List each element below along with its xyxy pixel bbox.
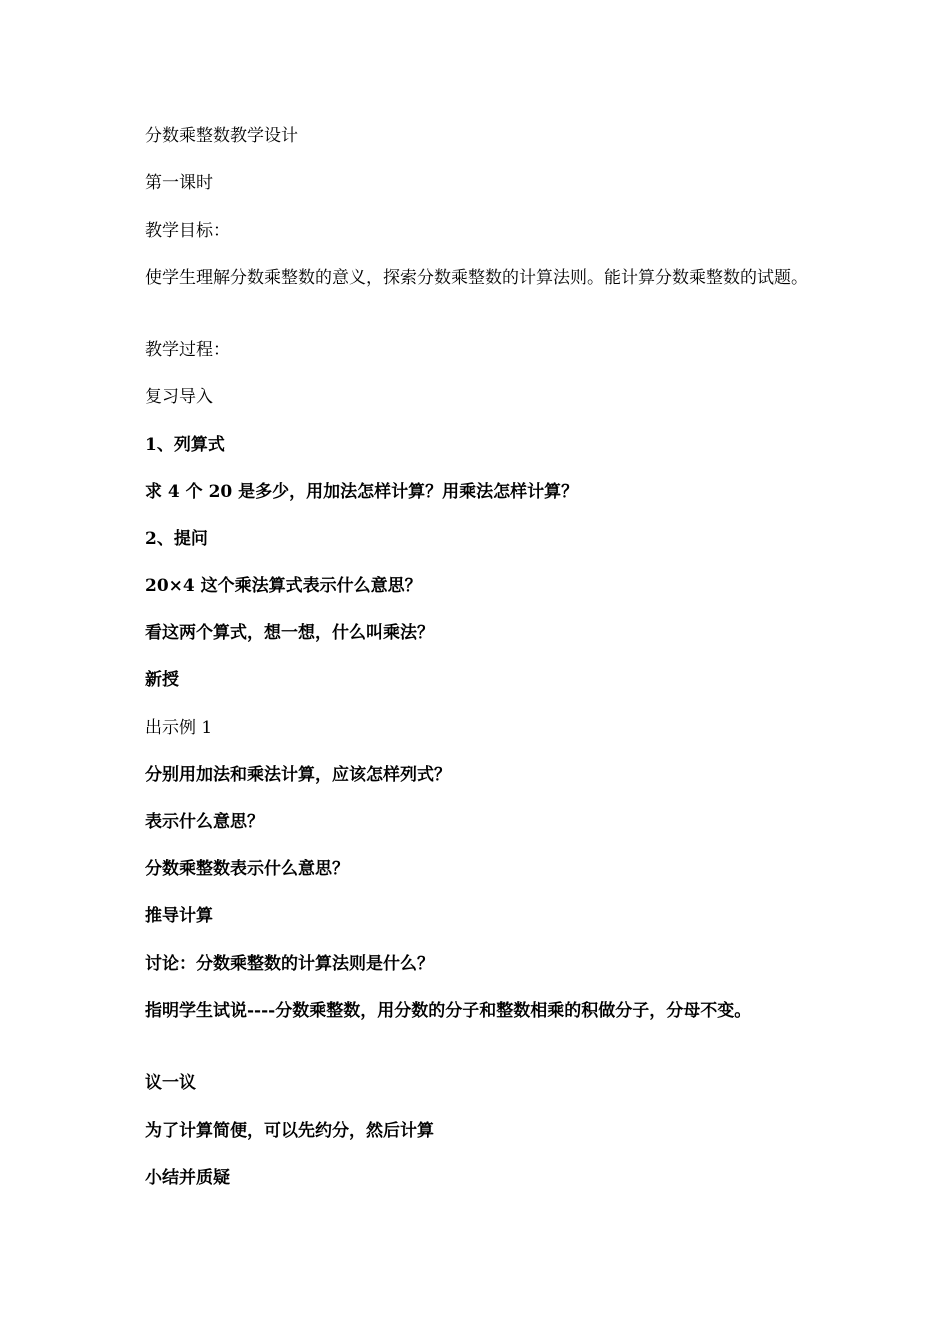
item2-heading: 2、提问 bbox=[145, 529, 208, 549]
goals-heading: 教学目标： bbox=[145, 221, 230, 241]
summary-heading: 小结并质疑 bbox=[145, 1168, 230, 1188]
item2-question-1: 20×4 这个乘法算式表示什么意思？ bbox=[145, 576, 422, 596]
simplify-note: 为了计算简便，可以先约分，然后计算 bbox=[145, 1121, 434, 1141]
goals-text: 使学生理解分数乘整数的意义，探索分数乘整数的计算法则。能计算分数乘整数的试题。 bbox=[145, 268, 808, 288]
item1-heading: 1、列算式 bbox=[145, 435, 225, 455]
process-heading: 教学过程： bbox=[145, 340, 230, 360]
lesson-label: 第一课时 bbox=[145, 173, 213, 193]
rule-statement: 指明学生试说----分数乘整数，用分数的分子和整数相乘的积做分子，分母不变。 bbox=[145, 1001, 752, 1021]
example-question-2: 表示什么意思？ bbox=[145, 812, 264, 832]
example-question-3: 分数乘整数表示什么意思？ bbox=[145, 859, 349, 879]
derive-heading: 推导计算 bbox=[145, 906, 213, 926]
discussion-question: 讨论：分数乘整数的计算法则是什么？ bbox=[145, 954, 434, 974]
item2-question-2: 看这两个算式，想一想，什么叫乘法？ bbox=[145, 623, 434, 643]
example-label: 出示例 1 bbox=[145, 718, 213, 738]
document-title: 分数乘整数教学设计 bbox=[145, 126, 298, 146]
discuss-heading: 议一议 bbox=[145, 1073, 196, 1093]
example-question-1: 分别用加法和乘法计算，应该怎样列式？ bbox=[145, 765, 451, 785]
item1-question: 求 4 个 20 是多少，用加法怎样计算？用乘法怎样计算？ bbox=[145, 482, 579, 502]
review-heading: 复习导入 bbox=[145, 387, 213, 407]
new-lesson-heading: 新授 bbox=[145, 670, 179, 690]
